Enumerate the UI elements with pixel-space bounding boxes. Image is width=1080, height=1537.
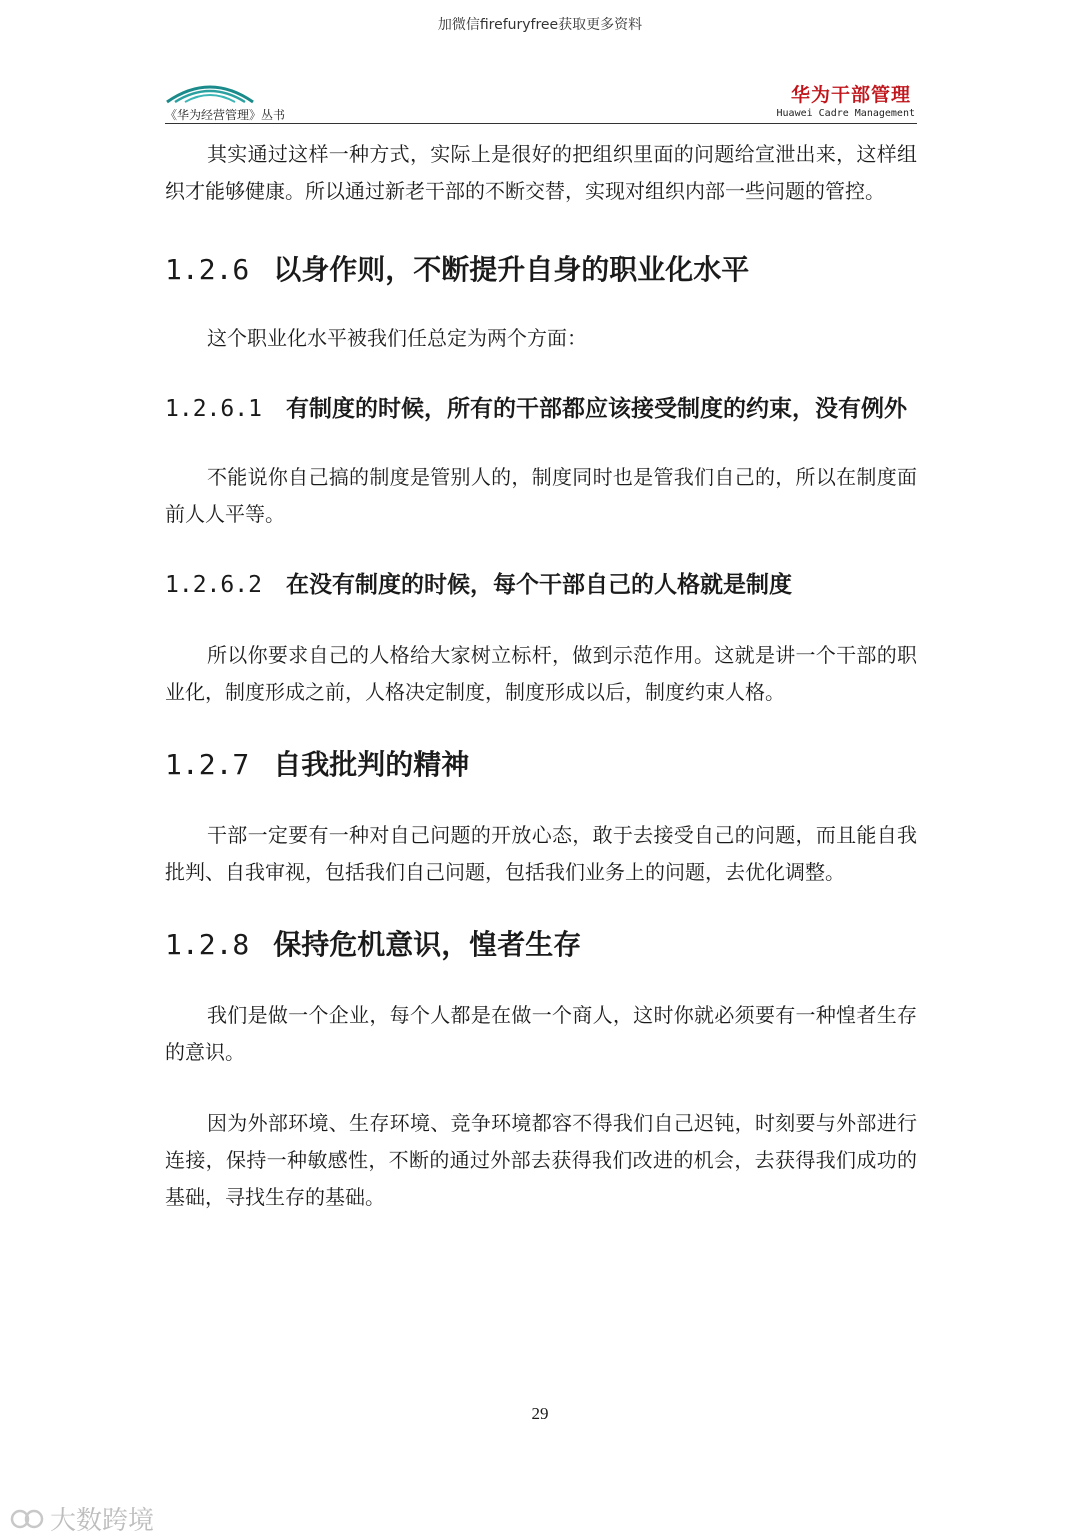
paragraph: 所以你要求自己的人格给大家树立标杆，做到示范作用。这就是讲一个干部的职业化，制度形成之前，人格决定制度，制度形成以后，制度约束人格。 <box>165 643 917 704</box>
watermark-text: 大数跨境 <box>50 1506 155 1536</box>
brand-title: 华为干部管理 <box>790 84 911 106</box>
subsection-number: 1.2.6.1 <box>165 396 262 422</box>
paragraph: 干部一定要有一种对自己问题的开放心态，敢于去接受自己的问题，而且能自我批判、自我审视，包括我们自己问题，包括我们业务上的问题，去优化调整。 <box>165 823 917 884</box>
section-number: 1.2.8 <box>165 928 250 961</box>
section-title: 保持危机意识，惶者生存 <box>273 928 582 961</box>
mountain-logo-icon <box>165 78 255 104</box>
brand-subtitle: Huawei Cadre Management <box>776 108 915 119</box>
section-heading <box>165 925 917 965</box>
subsection-heading <box>165 557 917 613</box>
paragraph: 因为外部环境、生存环境、竞争环境都容不得我们自己迟钝，时刻要与外部进行连接，保持一种敏感性，不断的通过外部去获得我们改进的机会，去获得我们成功的基础，寻找生存的基础。 <box>165 1111 917 1209</box>
page-header <box>165 74 917 124</box>
page-content <box>165 136 917 1216</box>
series-title: 《华为经营管理》丛书 <box>165 108 286 122</box>
section-heading <box>165 250 917 290</box>
top-note: 加微信firefuryfree获取更多资料 <box>437 17 643 33</box>
subsection-title: 有制度的时候，所有的干部都应该接受制度的约束，没有例外 <box>285 396 907 422</box>
section-title: 自我批判的精神 <box>273 748 470 781</box>
paragraph: 不能说你自己搞的制度是管别人的，制度同时也是管我们自己的，所以在制度面前人人平等。 <box>165 465 917 526</box>
watermark <box>10 1500 154 1537</box>
subsection-title: 在没有制度的时候，每个干部自己的人格就是制度 <box>285 572 792 598</box>
section-number: 1.2.6 <box>165 253 250 286</box>
subsection-number: 1.2.6.2 <box>165 572 262 598</box>
page-number: 29 <box>531 1404 549 1423</box>
section-heading <box>165 745 917 785</box>
paragraph: 我们是做一个企业，每个人都是在做一个商人，这时你就必须要有一种惶者生存的意识。 <box>165 1003 917 1064</box>
paragraph: 其实通过这样一种方式，实际上是很好的把组织里面的问题给宣泄出来，这样组织才能够健康。所以通过新老干部的不断交替，实现对组织内部一些问题的管控。 <box>165 142 917 203</box>
subsection-heading <box>165 381 917 437</box>
section-title: 以身作则，不断提升自身的职业化水平 <box>273 253 750 286</box>
paragraph: 这个职业化水平被我们任总定为两个方面： <box>207 326 587 350</box>
section-number: 1.2.7 <box>165 748 250 781</box>
watermark-logo-icon <box>10 1505 44 1533</box>
header-divider <box>165 123 917 124</box>
